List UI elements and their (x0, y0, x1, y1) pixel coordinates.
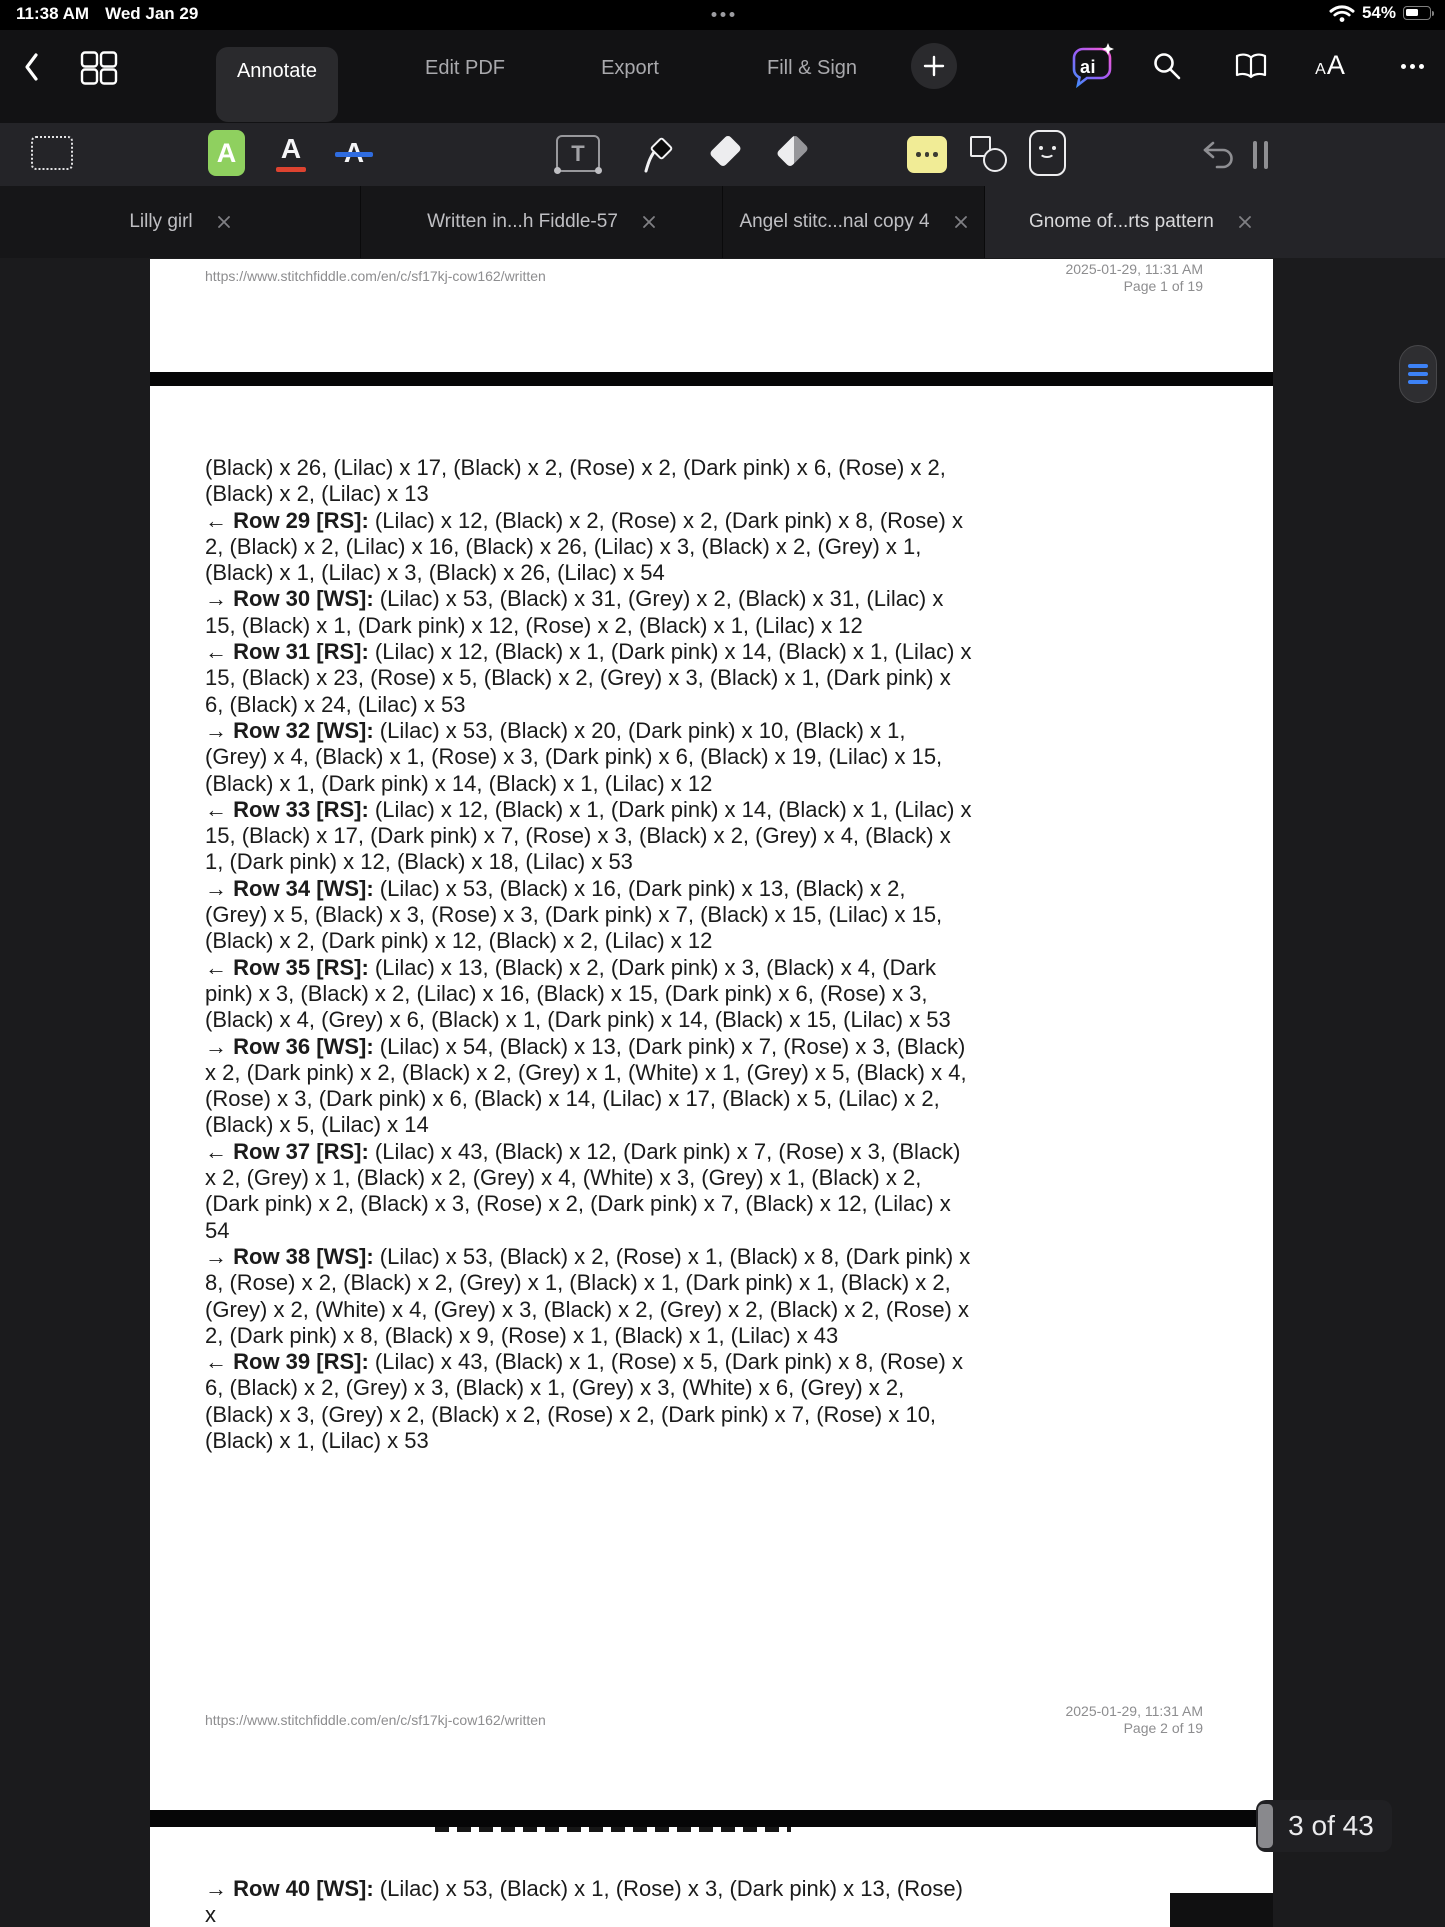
ellipsis-icon (1401, 64, 1406, 69)
tab-fill-sign[interactable]: Fill & Sign (766, 57, 858, 79)
reader-view-button[interactable] (1234, 52, 1268, 80)
pen-tool[interactable] (634, 131, 676, 175)
status-bar (0, 0, 1445, 30)
print-footer-timestamp: 2025-01-29, 11:31 AM (1065, 261, 1203, 277)
note-dots-icon (916, 152, 921, 157)
main-toolbar (0, 30, 1445, 123)
underline-a-glyph: A (280, 133, 302, 164)
eraser-tool[interactable] (712, 141, 739, 161)
annotation-toolbar (0, 123, 1445, 186)
pattern-row (205, 455, 973, 508)
ai-assistant-button[interactable] (1068, 41, 1118, 91)
doc-tab-title: Gnome of...rts pattern (1029, 211, 1214, 232)
row-direction-arrow: → (205, 1243, 234, 1269)
row-label: Row 37 [RS]: (233, 1138, 375, 1164)
row-label: Row 33 [RS]: (233, 796, 375, 822)
pattern-row (205, 1139, 973, 1244)
row-stitches: (Black) x 26, (Lilac) x 17, (Black) x 2, (Rose) x 2, (Dark pink) x 6, (Rose) x 2, (Black) x 2, (Lilac) x 13 (205, 455, 946, 507)
close-tab-icon[interactable] (642, 215, 656, 229)
sticky-note-tool[interactable] (907, 136, 947, 173)
tab-annotate[interactable] (216, 47, 338, 122)
toolbar-drag-handle[interactable] (1250, 140, 1270, 170)
search-icon (1152, 51, 1182, 81)
pen-icon (634, 131, 676, 175)
row-label: Row 34 [WS]: (233, 875, 380, 901)
back-button[interactable] (18, 51, 46, 83)
close-tab-icon[interactable] (954, 215, 968, 229)
circle-icon (983, 148, 1007, 172)
strikethrough-blue-bar (335, 152, 373, 157)
page-separator (150, 372, 1273, 386)
doc-tab-gnome-pattern[interactable] (985, 186, 1445, 258)
row-direction-arrow: → (205, 717, 234, 743)
row-label: Row 40 [WS]: (233, 1876, 380, 1901)
row-direction-arrow: ← (205, 796, 234, 822)
row-stitches: (Lilac) x 12, (Black) x 1, (Dark pink) x 14, (Black) x 1, (Lilac) x 15, (Black) x 17, (Dark pink) x 7, (Rose) x 3, (Black) x 2, (Grey) x 4, (Black) x 1, (Dark pink) x 12, (Black) x 18, (Lilac) x 53 (205, 796, 972, 875)
row-stitches: (Lilac) x 53, (Black) x 20, (Dark pink) x 10, (Black) x 1, (Grey) x 4, (Black) x 1, (Rose) x 3, (Dark pink) x 6, (Black) x 19, (Lilac) x 15, (Black) x 1, (Dark pink) x 14, (Black) x 1, (Lilac) x 12 (205, 717, 943, 796)
plus-icon (923, 55, 945, 77)
row-direction-arrow: → (205, 1876, 234, 1901)
row-stitches: (Lilac) x 13, (Black) x 2, (Dark pink) x 3, (Black) x 4, (Dark pink) x 3, (Black) x 2, (Lilac) x 16, (Black) x 15, (Dark pink) x 6, (Rose) x 3, (Black) x 4, (Grey) x 6, (Black) x 1, (Dark pink) x 14, (Black) x 15, (Lilac) x 53 (205, 954, 951, 1033)
doc-tab-written-in-fiddle[interactable] (361, 186, 723, 258)
pdf-page-2 (150, 386, 1273, 1810)
document-tab-bar (0, 186, 1445, 258)
battery-percentage: 54% (1361, 3, 1396, 22)
undo-arrow-icon (1202, 141, 1236, 169)
row-label: Row 35 [RS]: (233, 954, 375, 980)
doc-tab-angel-stitch[interactable] (723, 186, 985, 258)
close-tab-icon[interactable] (217, 215, 231, 229)
print-footer-page-label: Page 1 of 19 (1123, 278, 1203, 294)
scrubber-grip[interactable] (1258, 1804, 1273, 1848)
pdf-scroll-area[interactable] (0, 258, 1445, 1927)
strikethrough-tool[interactable] (334, 130, 374, 176)
row-direction-arrow: ← (205, 954, 234, 980)
doc-tab-title: Angel stitc...nal copy 4 (739, 211, 930, 232)
textbox-t-glyph: T (571, 140, 585, 166)
row-label: Row 36 [WS]: (233, 1033, 380, 1059)
clipped-text-remnant (435, 1827, 791, 1832)
pattern-row (205, 955, 973, 1034)
multitasking-dots-icon (711, 12, 734, 17)
text-settings-button[interactable] (1303, 50, 1357, 82)
row-direction-arrow: → (205, 586, 234, 612)
thumbnails-button[interactable] (79, 51, 119, 85)
pattern-row (205, 1244, 973, 1349)
text-box-tool[interactable] (556, 135, 600, 172)
sticker-tool[interactable] (1029, 130, 1066, 176)
print-footer-timestamp: 2025-01-29, 11:31 AM (1065, 1703, 1203, 1719)
row-stitches: (Lilac) x 43, (Black) x 1, (Rose) x 5, (Dark pink) x 8, (Rose) x 6, (Black) x 2, (Grey) x 3, (Black) x 1, (Grey) x 3, (White) x 6, (Grey) x 2, (Black) x 3, (Grey) x 2, (Black) x 2, (Rose) x 2, (Dark pink) x 7, (Rose) x 10, (Black) x 1, (Lilac) x 53 (205, 1349, 963, 1453)
pattern-row (205, 1349, 973, 1454)
row-stitches: (Lilac) x 53, (Black) x 1, (Rose) x 3, (Dark pink) x 13, (Rose) x (205, 1876, 963, 1927)
row-label: Row 38 [WS]: (233, 1243, 380, 1269)
undo-button[interactable] (1202, 141, 1236, 169)
pattern-row (205, 1876, 973, 1927)
row-direction-arrow: ← (205, 507, 234, 533)
page-scrubber[interactable] (1256, 1800, 1392, 1852)
row-stitches: (Lilac) x 53, (Black) x 16, (Dark pink) x 13, (Black) x 2, (Grey) x 5, (Black) x 3, (Rose) x 3, (Dark pink) x 7, (Black) x 15, (Lilac) x 15, (Black) x 2, (Dark pink) x 12, (Black) x 2, (Lilac) x 12 (205, 875, 943, 954)
row-direction-arrow: ← (205, 1349, 234, 1375)
tab-annotate-label: Annotate (236, 60, 318, 82)
pattern-row (205, 876, 973, 955)
row-label: Row 31 [RS]: (233, 639, 375, 665)
row-direction-arrow: → (205, 1033, 234, 1059)
row-label: Row 32 [WS]: (233, 717, 380, 743)
battery-icon (1403, 6, 1431, 20)
print-footer-page-label: Page 2 of 19 (1123, 1720, 1203, 1736)
row-stitches: (Lilac) x 12, (Black) x 2, (Rose) x 2, (Dark pink) x 8, (Rose) x 2, (Black) x 2, (Lilac) x 16, (Black) x 26, (Lilac) x 3, (Black) x 2, (Grey) x 1, (Black) x 1, (Lilac) x 3, (Black) x 26, (Lilac) x 54 (205, 507, 963, 586)
marquee-select-tool[interactable] (31, 136, 73, 170)
pattern-row (205, 508, 973, 587)
ai-badge-label: ai (1080, 57, 1097, 77)
doc-tab-lilly-girl[interactable] (0, 186, 361, 258)
pattern-row (205, 586, 973, 639)
tab-export[interactable]: Export (601, 57, 659, 79)
row-label: Row 30 [WS]: (233, 586, 380, 612)
row-direction-arrow: → (205, 875, 234, 901)
add-button[interactable] (911, 43, 957, 89)
row-stitches: (Lilac) x 54, (Black) x 13, (Dark pink) x 7, (Rose) x 3, (Black) x 2, (Dark pink) x 2, (Black) x 2, (Grey) x 1, (White) x 1, (Grey) x 5, (Black) x 4, (Rose) x 3, (Dark pink) x 6, (Black) x 14, (Lilac) x 17, (Black) x 5, (Lilac) x 2, (Black) x 5, (Lilac) x 14 (205, 1033, 967, 1138)
pattern-row (205, 797, 973, 876)
open-book-icon (1234, 52, 1268, 80)
annotation-panel-handle[interactable] (1399, 345, 1437, 403)
more-button[interactable] (1390, 60, 1434, 72)
clock: 11:38 AM (16, 4, 90, 23)
large-a-glyph: A (1326, 50, 1345, 80)
chart-corner-fragment (1170, 1893, 1273, 1927)
pattern-row (205, 639, 973, 718)
search-button[interactable] (1151, 50, 1183, 82)
doc-tab-title: Written in...h Fiddle-57 (427, 211, 618, 232)
close-tab-icon[interactable] (1238, 215, 1252, 229)
grid-icon (80, 51, 118, 85)
row-direction-arrow: ← (205, 1138, 234, 1164)
highlight-a-glyph: A (216, 137, 237, 168)
page-indicator-label: 3 of 43 (1288, 1810, 1374, 1841)
print-footer-url: https://www.stitchfiddle.com/en/c/sf17kj-cow162/written (205, 268, 546, 284)
row-stitches: (Lilac) x 12, (Black) x 1, (Dark pink) x 14, (Black) x 1, (Lilac) x 15, (Black) x 23, (Rose) x 5, (Black) x 2, (Grey) x 3, (Black) x 1, (Dark pink) x 6, (Black) x 24, (Lilac) x 53 (205, 639, 972, 717)
pdf-page-1-fragment (150, 259, 1273, 372)
chevron-left-icon (24, 52, 40, 82)
pattern-row (205, 1034, 973, 1139)
pattern-row (205, 718, 973, 797)
status-date: Wed Jan 29 (105, 4, 199, 23)
pattern-text-block (150, 386, 973, 1454)
page-separator (150, 1810, 1273, 1827)
row-stitches: (Lilac) x 43, (Black) x 12, (Dark pink) x 7, (Rose) x 3, (Black) x 2, (Grey) x 1, (Black) x 2, (Grey) x 4, (White) x 3, (Grey) x 1, (Black) x 2, (Dark pink) x 2, (Black) x 3, (Rose) x 2, (Dark pink) x 7, (Black) x 12, (Lilac) x 54 (205, 1138, 961, 1243)
shapes-tool[interactable] (967, 134, 1009, 174)
row-direction-arrow: ← (205, 639, 234, 665)
small-a-glyph: A (1315, 61, 1326, 78)
pdf-page-3-fragment (150, 1827, 1273, 1927)
doc-tab-title: Lilly girl (129, 211, 193, 232)
row-stitches: (Lilac) x 53, (Black) x 31, (Grey) x 2, (Black) x 31, (Lilac) x 15, (Black) x 1, (Dark pink) x 12, (Rose) x 2, (Black) x 1, (Lilac) x 12 (205, 586, 944, 638)
underline-tool[interactable] (272, 130, 310, 176)
smart-eraser-icon (776, 134, 809, 167)
row-label: Row 39 [RS]: (233, 1349, 375, 1375)
row-label: Row 29 [RS]: (233, 507, 375, 533)
print-footer-url: https://www.stitchfiddle.com/en/c/sf17kj-cow162/written (205, 1712, 546, 1728)
highlight-tool[interactable] (208, 130, 245, 176)
tab-edit-pdf[interactable]: Edit PDF (424, 57, 506, 79)
smart-eraser-tool[interactable] (779, 141, 806, 161)
eraser-icon (709, 134, 742, 167)
hamburger-icon (1408, 364, 1428, 369)
underline-red-bar (276, 167, 306, 172)
wifi-icon (1329, 4, 1355, 23)
pattern-text-block (150, 1827, 973, 1927)
row-stitches: (Lilac) x 53, (Black) x 2, (Rose) x 1, (Black) x 8, (Dark pink) x 8, (Rose) x 2, (Black) x 2, (Grey) x 1, (Black) x 1, (Dark pink) x 1, (Black) x 2, (Grey) x 2, (White) x 4, (Grey) x 3, (Black) x 2, (Grey) x 2, (Black) x 2, (Rose) x 2, (Dark pink) x 8, (Black) x 9, (Rose) x 1, (Black) x 1, (Lilac) x 43 (205, 1243, 971, 1348)
